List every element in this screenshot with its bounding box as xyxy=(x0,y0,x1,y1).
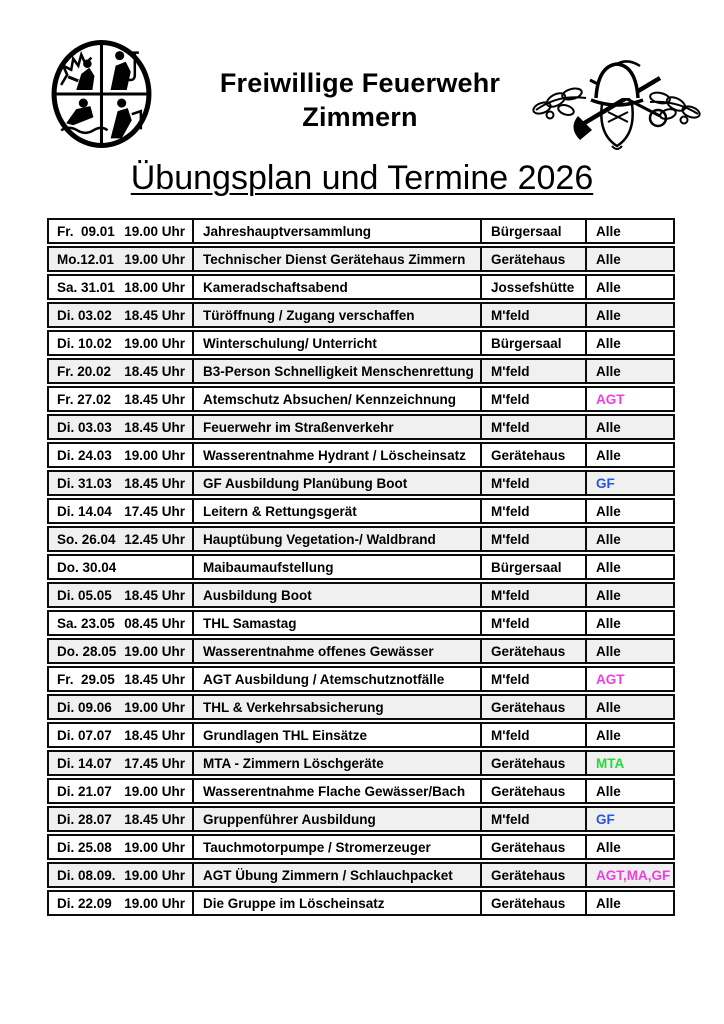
time-text: 19.00 Uhr xyxy=(124,783,185,799)
group-cell xyxy=(587,808,673,830)
event-text: AGT Übung Zimmern / Schlauchpacket xyxy=(203,867,453,883)
date-text: Di. 28.07 xyxy=(57,811,112,827)
location-cell xyxy=(482,444,587,466)
event-text: Maibaumaufstellung xyxy=(203,559,334,575)
group-text: Alle xyxy=(596,531,621,547)
fire-brigade-roundel-icon xyxy=(48,36,156,152)
helmet-axe-oak-leaves-icon xyxy=(528,52,706,154)
table-row xyxy=(47,470,675,496)
date-time-cell xyxy=(49,360,194,382)
table-row xyxy=(47,442,675,468)
event-text: Die Gruppe im Löscheinsatz xyxy=(203,895,385,911)
group-text: AGT xyxy=(596,671,625,687)
table-row xyxy=(47,834,675,860)
location-text: Bürgersaal xyxy=(491,559,562,575)
date-time-cell xyxy=(49,668,194,690)
location-text: Bürgersaal xyxy=(491,223,562,239)
group-cell xyxy=(587,248,673,270)
table-row xyxy=(47,554,675,580)
date-time-cell xyxy=(49,836,194,858)
location-text: Bürgersaal xyxy=(491,335,562,351)
time-text: 18.45 Uhr xyxy=(124,475,185,491)
time-text: 18.45 Uhr xyxy=(124,727,185,743)
event-cell xyxy=(194,864,482,886)
location-text: M'feld xyxy=(491,307,530,323)
date-text: Fr. 27.02 xyxy=(57,391,112,407)
location-cell xyxy=(482,388,587,410)
org-name xyxy=(160,66,560,134)
table-row xyxy=(47,274,675,300)
date-text: So. 26.04 xyxy=(57,531,116,547)
time-text: 18.45 Uhr xyxy=(124,419,185,435)
group-cell xyxy=(587,584,673,606)
location-text: Gerätehaus xyxy=(491,447,566,463)
date-text: Di. 03.03 xyxy=(57,419,112,435)
table-row xyxy=(47,330,675,356)
date-text: Di. 08.09. xyxy=(57,867,116,883)
group-text: AGT,MA,GF xyxy=(596,867,671,883)
event-text: Jahreshauptversammlung xyxy=(203,223,372,239)
date-time-cell xyxy=(49,612,194,634)
location-cell xyxy=(482,472,587,494)
fire-brigade-roundel-logo xyxy=(48,36,156,152)
schedule-table xyxy=(47,218,675,918)
event-text: AGT Ausbildung / Atemschutznotfälle xyxy=(203,671,445,687)
location-cell xyxy=(482,500,587,522)
group-cell xyxy=(587,696,673,718)
location-text: Gerätehaus xyxy=(491,643,566,659)
time-text: 19.00 Uhr xyxy=(124,223,185,239)
group-cell xyxy=(587,668,673,690)
helmet-emblem-logo xyxy=(528,52,706,154)
location-text: M'feld xyxy=(491,531,530,547)
table-row xyxy=(47,218,675,244)
group-text: Alle xyxy=(596,279,621,295)
event-text: MTA - Zimmern Löschgeräte xyxy=(203,755,384,771)
event-cell xyxy=(194,304,482,326)
date-time-cell xyxy=(49,780,194,802)
event-cell xyxy=(194,332,482,354)
page-title: Übungsplan und Termine 2026 xyxy=(130,159,594,197)
time-text: 17.45 Uhr xyxy=(124,755,185,771)
location-cell xyxy=(482,752,587,774)
group-text: Alle xyxy=(596,839,621,855)
group-cell xyxy=(587,416,673,438)
table-row xyxy=(47,638,675,664)
location-cell xyxy=(482,892,587,914)
date-text: Di. 03.02 xyxy=(57,307,112,323)
location-text: Gerätehaus xyxy=(491,895,566,911)
group-cell xyxy=(587,780,673,802)
event-cell xyxy=(194,416,482,438)
location-text: Gerätehaus xyxy=(491,867,566,883)
event-cell xyxy=(194,780,482,802)
group-cell xyxy=(587,612,673,634)
group-text: Alle xyxy=(596,727,621,743)
event-text: Wasserentnahme Hydrant / Löscheinsatz xyxy=(203,447,466,463)
time-text: 19.00 Uhr xyxy=(124,699,185,715)
date-text: Sa. 31.01 xyxy=(57,279,115,295)
group-text: Alle xyxy=(596,699,621,715)
event-text: Winterschulung/ Unterricht xyxy=(203,335,377,351)
time-text: 18.45 Uhr xyxy=(124,671,185,687)
location-cell xyxy=(482,416,587,438)
table-row xyxy=(47,386,675,412)
event-cell xyxy=(194,500,482,522)
date-text: Di. 10.02 xyxy=(57,335,112,351)
location-cell xyxy=(482,584,587,606)
location-cell xyxy=(482,836,587,858)
event-cell xyxy=(194,584,482,606)
date-text: Di. 14.07 xyxy=(57,755,112,771)
date-time-cell xyxy=(49,444,194,466)
location-text: Jossefshütte xyxy=(491,279,575,295)
date-text: Fr. 09.01 xyxy=(57,223,115,239)
date-time-cell xyxy=(49,640,194,662)
group-cell xyxy=(587,864,673,886)
location-cell xyxy=(482,276,587,298)
event-cell xyxy=(194,220,482,242)
date-text: Do. 30.04 xyxy=(57,559,117,575)
event-cell xyxy=(194,528,482,550)
date-text: Di. 07.07 xyxy=(57,727,112,743)
group-text: Alle xyxy=(596,559,621,575)
date-text: Di. 09.06 xyxy=(57,699,112,715)
location-text: Gerätehaus xyxy=(491,839,566,855)
group-text: Alle xyxy=(596,251,621,267)
group-text: Alle xyxy=(596,503,621,519)
date-time-cell xyxy=(49,696,194,718)
time-text: 19.00 Uhr xyxy=(124,867,185,883)
table-row xyxy=(47,246,675,272)
date-text: Di. 14.04 xyxy=(57,503,112,519)
date-time-cell xyxy=(49,808,194,830)
group-cell xyxy=(587,500,673,522)
date-time-cell xyxy=(49,556,194,578)
table-row xyxy=(47,862,675,888)
time-text: 19.00 Uhr xyxy=(124,895,185,911)
date-text: Di. 25.08 xyxy=(57,839,112,855)
date-text: Di. 31.03 xyxy=(57,475,112,491)
event-cell xyxy=(194,892,482,914)
location-cell xyxy=(482,864,587,886)
group-text: GF xyxy=(596,811,615,827)
time-text: 08.45 Uhr xyxy=(124,615,185,631)
group-cell xyxy=(587,640,673,662)
time-text: 19.00 Uhr xyxy=(124,251,185,267)
table-row xyxy=(47,890,675,916)
table-row xyxy=(47,526,675,552)
group-cell xyxy=(587,304,673,326)
event-text: Wasserentnahme offenes Gewässer xyxy=(203,643,434,659)
table-row xyxy=(47,666,675,692)
location-cell xyxy=(482,360,587,382)
location-text: M'feld xyxy=(491,811,530,827)
date-time-cell xyxy=(49,220,194,242)
table-row xyxy=(47,778,675,804)
group-text: MTA xyxy=(596,755,625,771)
group-cell xyxy=(587,332,673,354)
event-text: Technischer Dienst Gerätehaus Zimmern xyxy=(203,251,466,267)
location-cell xyxy=(482,220,587,242)
date-time-cell xyxy=(49,276,194,298)
event-cell xyxy=(194,696,482,718)
table-row xyxy=(47,414,675,440)
group-text: Alle xyxy=(596,223,621,239)
event-text: B3-Person Schnelligkeit Menschenrettung xyxy=(203,363,474,379)
date-time-cell xyxy=(49,752,194,774)
group-cell xyxy=(587,220,673,242)
group-text: Alle xyxy=(596,363,621,379)
date-time-cell xyxy=(49,864,194,886)
event-cell xyxy=(194,724,482,746)
event-cell xyxy=(194,612,482,634)
location-text: M'feld xyxy=(491,391,530,407)
group-text: GF xyxy=(596,475,615,491)
location-cell xyxy=(482,304,587,326)
location-text: M'feld xyxy=(491,727,530,743)
location-text: Gerätehaus xyxy=(491,699,566,715)
time-text: 19.00 Uhr xyxy=(124,839,185,855)
time-text: 18.00 Uhr xyxy=(124,279,185,295)
event-text: THL & Verkehrsabsicherung xyxy=(203,699,384,715)
group-cell xyxy=(587,752,673,774)
date-time-cell xyxy=(49,248,194,270)
event-cell xyxy=(194,556,482,578)
date-time-cell xyxy=(49,332,194,354)
date-text: Di. 24.03 xyxy=(57,447,112,463)
table-row xyxy=(47,582,675,608)
event-cell xyxy=(194,248,482,270)
location-cell xyxy=(482,332,587,354)
event-text: GF Ausbildung Planübung Boot xyxy=(203,475,408,491)
group-text: Alle xyxy=(596,307,621,323)
event-text: THL Samastag xyxy=(203,615,297,631)
date-time-cell xyxy=(49,528,194,550)
location-cell xyxy=(482,724,587,746)
date-text: Di. 21.07 xyxy=(57,783,112,799)
event-text: Tauchmotorpumpe / Stromerzeuger xyxy=(203,839,431,855)
table-row xyxy=(47,610,675,636)
event-text: Grundlagen THL Einsätze xyxy=(203,727,368,743)
time-text: 18.45 Uhr xyxy=(124,363,185,379)
time-text: 18.45 Uhr xyxy=(124,307,185,323)
group-cell xyxy=(587,388,673,410)
event-text: Kameradschaftsabend xyxy=(203,279,348,295)
group-cell xyxy=(587,892,673,914)
org-name-line1: Freiwillige Feuerwehr xyxy=(219,68,501,98)
group-cell xyxy=(587,528,673,550)
group-cell xyxy=(587,444,673,466)
location-cell xyxy=(482,640,587,662)
group-cell xyxy=(587,724,673,746)
event-cell xyxy=(194,752,482,774)
date-text: Sa. 23.05 xyxy=(57,615,115,631)
date-time-cell xyxy=(49,388,194,410)
group-text: Alle xyxy=(596,419,621,435)
time-text: 17.45 Uhr xyxy=(124,503,185,519)
location-text: Gerätehaus xyxy=(491,755,566,771)
table-row xyxy=(47,722,675,748)
date-text: Di. 22.09 xyxy=(57,895,112,911)
event-cell xyxy=(194,836,482,858)
table-row xyxy=(47,806,675,832)
location-cell xyxy=(482,668,587,690)
table-row xyxy=(47,694,675,720)
location-cell xyxy=(482,556,587,578)
table-row xyxy=(47,358,675,384)
table-row xyxy=(47,302,675,328)
event-cell xyxy=(194,444,482,466)
location-text: M'feld xyxy=(491,363,530,379)
event-text: Atemschutz Absuchen/ Kennzeichnung xyxy=(203,391,457,407)
event-cell xyxy=(194,640,482,662)
table-row xyxy=(47,750,675,776)
location-cell xyxy=(482,808,587,830)
location-text: M'feld xyxy=(491,503,530,519)
time-text: 18.45 Uhr xyxy=(124,811,185,827)
date-time-cell xyxy=(49,416,194,438)
group-text: Alle xyxy=(596,643,621,659)
time-text: 19.00 Uhr xyxy=(124,335,185,351)
location-text: M'feld xyxy=(491,587,530,603)
date-text: Di. 05.05 xyxy=(57,587,112,603)
location-cell xyxy=(482,612,587,634)
date-text: Fr. 29.05 xyxy=(57,671,115,687)
date-time-cell xyxy=(49,724,194,746)
location-cell xyxy=(482,780,587,802)
location-text: M'feld xyxy=(491,419,530,435)
group-text: Alle xyxy=(596,615,621,631)
group-cell xyxy=(587,556,673,578)
location-text: Gerätehaus xyxy=(491,251,566,267)
event-cell xyxy=(194,360,482,382)
event-cell xyxy=(194,808,482,830)
group-text: Alle xyxy=(596,895,621,911)
group-cell xyxy=(587,836,673,858)
group-text: AGT xyxy=(596,391,625,407)
date-time-cell xyxy=(49,304,194,326)
date-time-cell xyxy=(49,500,194,522)
event-text: Türöffnung / Zugang verschaffen xyxy=(203,307,415,323)
org-name-line2: Zimmern xyxy=(302,102,418,132)
location-cell xyxy=(482,248,587,270)
group-cell xyxy=(587,472,673,494)
event-text: Ausbildung Boot xyxy=(203,587,312,603)
group-text: Alle xyxy=(596,335,621,351)
event-cell xyxy=(194,276,482,298)
date-time-cell xyxy=(49,584,194,606)
location-text: M'feld xyxy=(491,475,530,491)
location-text: M'feld xyxy=(491,615,530,631)
location-text: Gerätehaus xyxy=(491,783,566,799)
group-text: Alle xyxy=(596,587,621,603)
location-cell xyxy=(482,528,587,550)
time-text: 18.45 Uhr xyxy=(124,391,185,407)
group-cell xyxy=(587,276,673,298)
table-row xyxy=(47,498,675,524)
event-cell xyxy=(194,668,482,690)
event-text: Gruppenführer Ausbildung xyxy=(203,811,376,827)
location-cell xyxy=(482,696,587,718)
date-text: Do. 28.05 xyxy=(57,643,117,659)
event-text: Hauptübung Vegetation-/ Waldbrand xyxy=(203,531,436,547)
time-text: 12.45 Uhr xyxy=(124,531,185,547)
time-text: 19.00 Uhr xyxy=(124,447,185,463)
event-cell xyxy=(194,388,482,410)
time-text: 18.45 Uhr xyxy=(124,587,185,603)
event-text: Feuerwehr im Straßenverkehr xyxy=(203,419,394,435)
event-text: Leitern & Rettungsgerät xyxy=(203,503,357,519)
event-cell xyxy=(194,472,482,494)
time-text: 19.00 Uhr xyxy=(124,643,185,659)
date-text: Mo.12.01 xyxy=(57,251,115,267)
group-text: Alle xyxy=(596,447,621,463)
date-text: Fr. 20.02 xyxy=(57,363,112,379)
location-text: M'feld xyxy=(491,671,530,687)
group-cell xyxy=(587,360,673,382)
date-time-cell xyxy=(49,892,194,914)
group-text: Alle xyxy=(596,783,621,799)
date-time-cell xyxy=(49,472,194,494)
event-text: Wasserentnahme Flache Gewässer/Bach xyxy=(203,783,466,799)
